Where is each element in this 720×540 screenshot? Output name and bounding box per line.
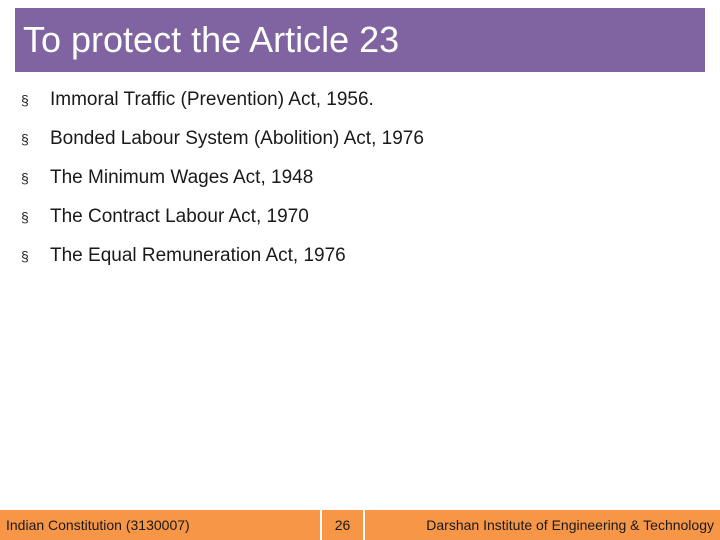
bullet-list xyxy=(20,80,700,275)
footer-institute-label: Darshan Institute of Engineering & Technology xyxy=(426,517,714,533)
bullet-text: The Minimum Wages Act, 1948 xyxy=(50,166,314,188)
list-item xyxy=(20,197,700,236)
footer-page-number xyxy=(320,510,365,540)
footer-institute xyxy=(365,510,720,540)
bullet-text: The Equal Remuneration Act, 1976 xyxy=(50,244,346,266)
bullet-marker-icon: § xyxy=(21,91,29,108)
list-item xyxy=(20,80,700,119)
slide-title: To protect the Article 23 xyxy=(23,19,400,60)
bullet-text: The Contract Labour Act, 1970 xyxy=(50,205,309,227)
bullet-marker-icon: § xyxy=(21,208,29,225)
title-bar xyxy=(15,8,705,72)
bullet-marker-icon: § xyxy=(21,130,29,147)
list-item xyxy=(20,158,700,197)
bullet-marker-icon: § xyxy=(21,169,29,186)
bullet-text: Immoral Traffic (Prevention) Act, 1956. xyxy=(50,88,374,110)
bullet-text: Bonded Labour System (Abolition) Act, 1976 xyxy=(50,127,424,149)
bullet-marker-icon: § xyxy=(21,247,29,264)
page-number: 26 xyxy=(334,517,351,533)
footer-bar xyxy=(0,510,720,540)
list-item xyxy=(20,236,700,275)
footer-course-label: Indian Constitution (3130007) xyxy=(6,517,190,533)
footer-course xyxy=(0,510,320,540)
list-item xyxy=(20,119,700,158)
